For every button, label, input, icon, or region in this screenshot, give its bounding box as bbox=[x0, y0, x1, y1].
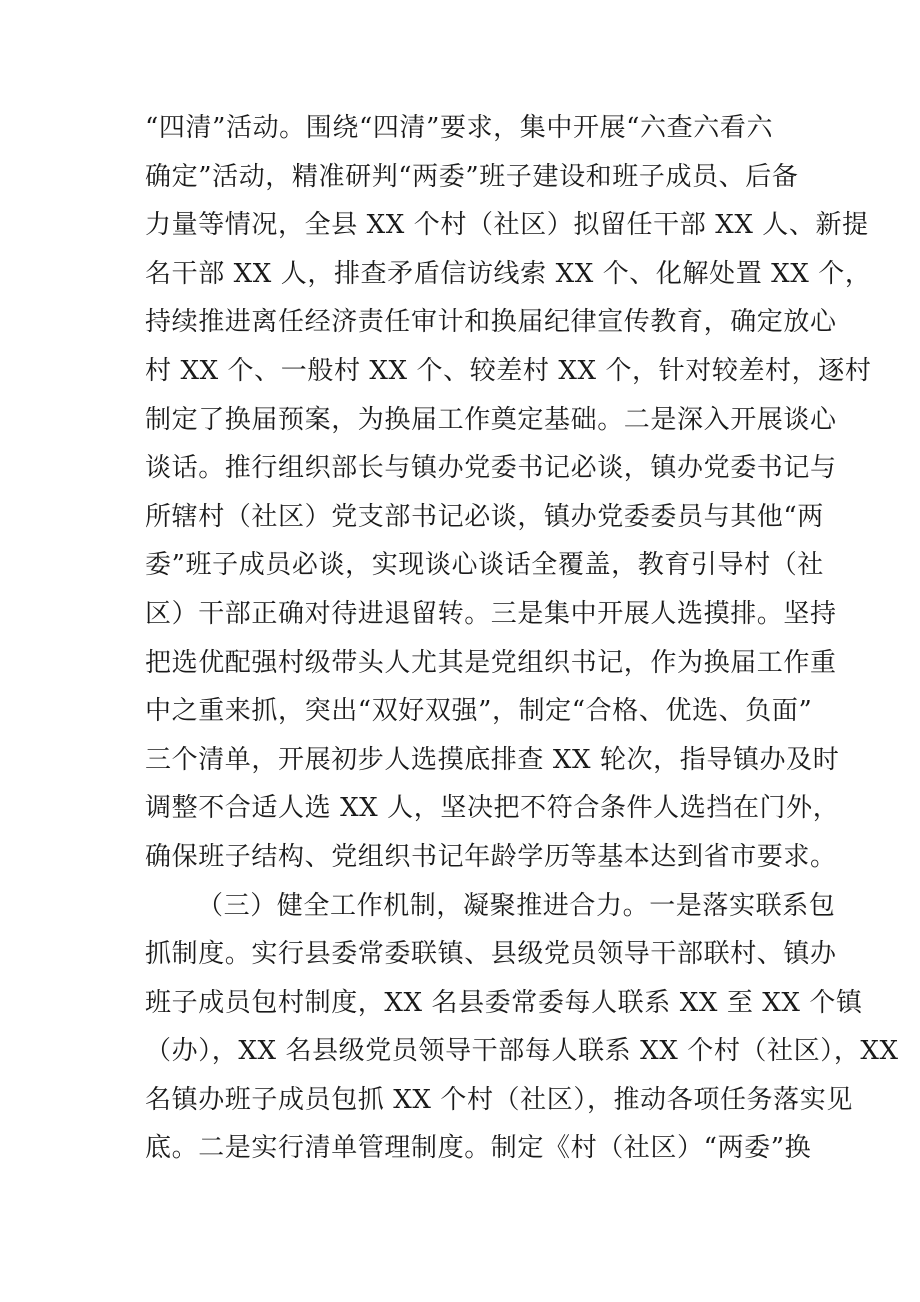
text-line: 名镇办班子成员包抓 XX 个村（社区），推动各项任务落实见 bbox=[145, 1084, 853, 1115]
text-line: 区）干部正确对待进退留转。三是集中开展人选摸排。坚持 bbox=[145, 598, 837, 629]
text-line: （办），XX 名县级党员领导干部每人联系 XX 个村（社区），XX bbox=[145, 1036, 899, 1067]
text-line: 持续推进离任经济责任审计和换届纪律宣传教育，确定放心 bbox=[145, 307, 837, 338]
text-line: 调整不合适人选 XX 人，坚决把不符合条件人选挡在门外， bbox=[145, 793, 840, 824]
text-line: 所辖村（社区）党支部书记必谈，镇办党委委员与其他“两 bbox=[145, 501, 824, 532]
text-line: 力量等情况，全县 XX 个村（社区）拟留任干部 XX 人、新提 bbox=[145, 210, 869, 241]
text-line: 确保班子结构、党组织书记年龄学历等基本达到省市要求。 bbox=[145, 841, 837, 872]
text-line: 制定了换届预案，为换届工作奠定基础。二是深入开展谈心 bbox=[145, 404, 837, 435]
text-line: 谈话。推行组织部长与镇办党委书记必谈，镇办党委书记与 bbox=[145, 453, 837, 484]
text-line: 委”班子成员必谈，实现谈心谈话全覆盖，教育引导村（社 bbox=[145, 550, 824, 581]
text-line: 村 XX 个、一般村 XX 个、较差村 XX 个，针对较差村，逐村 bbox=[145, 355, 872, 386]
text-line: 抓制度。实行县委常委联镇、县级党员领导干部联村、镇办 bbox=[145, 939, 837, 970]
text-line: “四清”活动。围绕“四清”要求，集中开展“六查六看六 bbox=[145, 113, 774, 143]
text-line: 名干部 XX 人，排查矛盾信访线索 XX 个、化解处置 XX 个， bbox=[145, 258, 872, 289]
text-line: 确定”活动，精准研判“两委”班子建设和班子成员、后备 bbox=[145, 161, 799, 192]
text-line: 底。二是实行清单管理制度。制定《村（社区）“两委”换 bbox=[145, 1133, 812, 1164]
body-text bbox=[145, 104, 899, 1173]
text-line: 三个清单，开展初步人选摸底排查 XX 轮次，指导镇办及时 bbox=[145, 744, 840, 775]
text-line: 班子成员包村制度，XX 名县委常委每人联系 XX 至 XX 个镇 bbox=[145, 987, 863, 1018]
section-heading-line: （三）健全工作机制，凝聚推进合力。一是落实联系包 bbox=[197, 890, 836, 921]
text-line: 把选优配强村级带头人尤其是党组织书记，作为换届工作重 bbox=[145, 647, 837, 678]
text-line: 中之重来抓，突出“双好双强”，制定“合格、优选、负面” bbox=[145, 696, 813, 727]
